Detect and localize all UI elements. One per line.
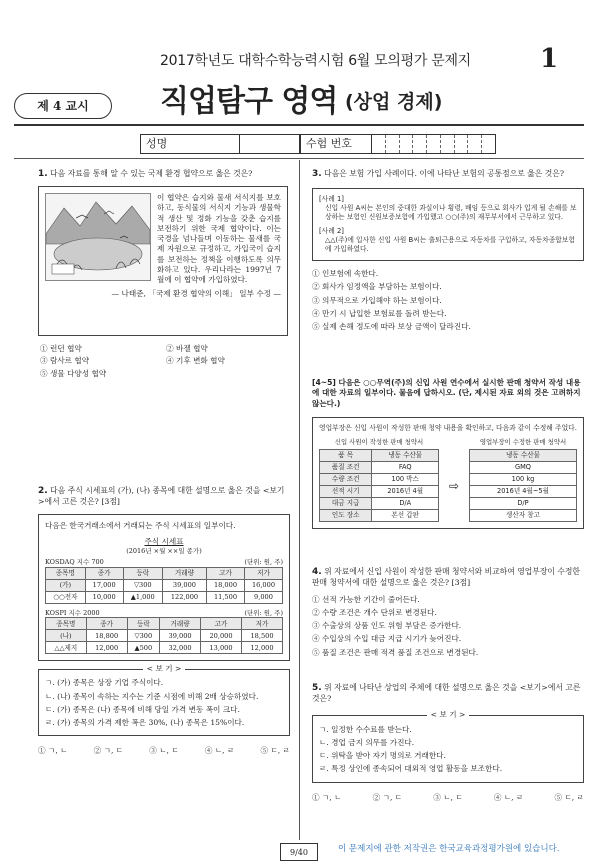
table-row [470, 473, 577, 485]
kosdaq-label: KOSDAQ 지수 700 [45, 557, 104, 566]
name-label: 성명 [140, 134, 240, 154]
bogi-item: ㄹ. (가) 종목의 가격 제한 폭은 30%, (나) 종목은 15%이다. [45, 718, 245, 728]
table-row [320, 497, 439, 509]
table-header: 냉동 수산물 [470, 449, 577, 461]
case2-text: △△(주)에 입사한 신입 사원 B씨는 출퇴근용으로 자동차를 구입하고, 자동차종합보험에 가입하였다. [325, 235, 575, 253]
choice-5[interactable]: ⑤ 생물 다양성 협약 [40, 368, 107, 378]
bogi-item: ㄷ. (가) 종목은 (나) 종목에 비해 당일 가격 변동 폭이 크다. [45, 704, 240, 714]
column-divider [299, 160, 300, 840]
copyright-notice: 이 문제지에 관한 저작권은 한국교육과정평가원에 있습니다. [338, 844, 560, 854]
choice-1[interactable]: ① ㄱ, ㄴ [38, 746, 68, 756]
table-cell: 인도 장소 [320, 509, 372, 521]
table-cell: 2016년 4월 [372, 485, 439, 497]
case1-text: 신입 사원 A씨는 본인의 중대한 과실이나 횡령, 배임 등으로 회사가 입게 될 손해를 보상하는 보험인 신원보증보험에 가입했고 ○○(주)의 재무부서에서 근무하고 있다. [325, 204, 577, 222]
question-number: 5. [312, 683, 322, 693]
choice-1[interactable]: ① ㄱ, ㄴ [312, 792, 342, 802]
bogi-title: < 보 기 > [143, 664, 186, 673]
q3-choices [312, 269, 584, 332]
table-cell: 100 kg [470, 473, 577, 485]
table-row [46, 579, 283, 591]
bogi-item: ㄴ. (나) 종목이 속하는 지수는 기준 시점에 비해 2배 상승하였다. [45, 691, 259, 701]
table-cell: ○○전자 [46, 591, 86, 603]
choice-3[interactable]: ③ 의무적으로 가입해야 하는 보험이다. [312, 295, 442, 305]
case1-title: [사례 1] [319, 195, 344, 204]
header-divider [14, 124, 584, 126]
bogi-item: ㄴ. 경업 금지 의무를 가진다. [319, 737, 415, 747]
table-row [46, 591, 283, 603]
question-prompt: 다음 주식 시세표의 (가), (나) 종목에 대한 설명으로 옳은 것을 <보기>에서 고른 것은? [3점] [38, 486, 285, 507]
right-table-title: 영업부장이 수정한 판매 청약서 [479, 437, 567, 446]
table-cell: 100 박스 [372, 473, 439, 485]
table-cell: 10,000 [85, 591, 123, 603]
left-table-title: 신입 사원이 작성한 판매 청약서 [334, 437, 424, 446]
table-cell: 18,500 [241, 630, 282, 642]
question-4 [312, 566, 584, 661]
choice-4[interactable]: ④ 기후 변화 협약 [166, 356, 225, 366]
table-row [320, 461, 439, 473]
subject-title: 직업탐구 영역 [160, 84, 338, 119]
original-offer-table [319, 449, 439, 522]
question-3 [312, 168, 584, 335]
table-cell: 2016년 4월~5월 [470, 485, 577, 497]
question-number: 1. [38, 169, 48, 179]
table-cell: ▲500 [127, 642, 159, 654]
table-cell: 18,800 [86, 630, 127, 642]
table-cell: 9,000 [244, 591, 282, 603]
table-cell: FAQ [372, 461, 439, 473]
table-cell: 13,000 [201, 642, 242, 654]
table-header: 등락 [123, 567, 162, 579]
question-prompt: 위 자료에 나타난 상업의 주체에 대한 설명으로 옳은 것을 <보기>에서 고른 것은? [312, 683, 581, 704]
choice-2[interactable]: ② 수량 조건은 개수 단위로 변경된다. [312, 607, 437, 617]
q2-choices [38, 746, 290, 756]
choice-5[interactable]: ⑤ 실제 손해 정도에 따라 보상 금액이 달라진다. [312, 322, 471, 332]
table-header: 저가 [244, 567, 282, 579]
revised-offer-table [469, 449, 577, 522]
question-prompt: 다음 자료를 통해 알 수 있는 국제 환경 협약으로 옳은 것은? [50, 169, 253, 178]
table-cell: △△제지 [46, 642, 87, 654]
table-cell: (가) [46, 579, 86, 591]
question-5 [312, 682, 584, 803]
question-2 [38, 485, 290, 757]
table-cell: 20,000 [201, 630, 242, 642]
table-cell: 대금 지급 [320, 497, 372, 509]
table-header: 등락 [127, 618, 159, 630]
table-row [46, 630, 283, 642]
bogi-item: ㄷ. 위탁을 받아 자기 명의로 거래한다. [319, 751, 446, 761]
table-cell: ▽300 [123, 579, 162, 591]
choice-2[interactable]: ② 바젤 협약 [166, 344, 208, 354]
choice-4[interactable]: ④ ㄴ, ㄹ [204, 746, 235, 756]
wetland-illustration-icon [45, 193, 151, 281]
footer-page-current: 9 [290, 848, 296, 857]
table-cell: GMQ [470, 461, 577, 473]
table-row [320, 509, 439, 521]
choice-4[interactable]: ④ 만기 시 납입한 보험료를 돌려 받는다. [312, 308, 447, 318]
table-cell: 39,000 [160, 630, 201, 642]
footer-page-total: 40 [297, 848, 308, 857]
table-cell: 선적 시기 [320, 485, 372, 497]
table-cell: ▽300 [127, 630, 159, 642]
table-cell: 본선 갑판 [372, 509, 439, 521]
question-number: 4. [312, 567, 322, 577]
question-prompt: 다음은 보험 가입 사례이다. 이에 나타난 보험의 공통점으로 옳은 것은? [324, 169, 565, 178]
choice-1[interactable]: ① 런던 협약 [40, 344, 82, 354]
q1-choices [38, 344, 288, 379]
table-row [46, 642, 283, 654]
table-cell: 수량 조건 [320, 473, 372, 485]
table-header: 거래량 [160, 618, 201, 630]
arrow-icon: ⇨ [448, 478, 460, 493]
table-cell: 16,000 [244, 579, 282, 591]
table-cell: 39,000 [162, 579, 206, 591]
choice-2[interactable]: ② ㄱ, ㄷ [372, 792, 403, 802]
name-field[interactable] [240, 134, 300, 154]
unit-label: (단위: 원, 주) [244, 557, 283, 566]
table-cell: (나) [46, 630, 87, 642]
choice-3[interactable]: ③ 람사르 협약 [40, 356, 90, 366]
subject-subtitle: (상업 경제) [345, 91, 443, 113]
choice-4[interactable]: ④ 수입상의 수입 대금 지급 시기가 늦어진다. [312, 634, 462, 644]
table-cell: D/P [470, 497, 577, 509]
stock-table-date: (2016년 ×월 ××일 종가) [126, 547, 202, 556]
q1-passage: 이 협약은 습지와 물새 서식지를 보호하고, 동식물의 서식지 기능과 생물학적 생산 및 정화 기능을 갖춘 습지를 보전하기 위한 국제 협약이다. 이는 국경을 넘나들며 이동하는 물새를 국제 자원으로 규정하고, 가입국이 습지를 보전하는 정책을 이행하도록 의무화하고 있다. 우리나라는 1997년 7월에 이 협약에 가입하였다. [157, 193, 281, 285]
exam-number-label: 수험 번호 [300, 134, 372, 154]
table-cell: 17,000 [85, 579, 123, 591]
question-1 [38, 168, 288, 379]
table-cell: ▲1,000 [123, 591, 162, 603]
table-cell: D/A [372, 497, 439, 509]
choice-3[interactable]: ③ ㄴ, ㄷ [433, 792, 463, 802]
q2-intro: 다음은 한국거래소에서 거래되는 주식 시세표의 일부이다. [45, 520, 236, 530]
q45-group [312, 378, 584, 529]
q45-intro: [4~5] 다음은 ○○무역(주)의 신입 사원 연수에서 실시한 판매 청약서 작성 내용에 대한 자료의 일부이다. 물음에 답하시오. (단, 제시된 자료 외의 것은 고려하지 않는다.) [312, 378, 581, 408]
stock-table-title: 주식 시세표 [144, 536, 184, 546]
choice-2[interactable]: ② ㄱ, ㄷ [93, 746, 124, 756]
choice-5[interactable]: ⑤ 품질 조건은 판매 적격 품질 조건으로 변경된다. [312, 647, 479, 657]
table-cell: 11,500 [207, 591, 245, 603]
table-cell: 122,000 [162, 591, 206, 603]
q45-box-intro: 영업부장은 신입 사원이 작성한 판매 청약 내용을 확인하고, 다음과 같이 수정해 주었다. [319, 423, 577, 432]
question-prompt: 위 자료에서 신입 사원이 작성한 판매 청약서와 비교하여 영업부장이 수정한 판매 청약서에 대한 설명으로 옳은 것은? [3점] [312, 567, 580, 588]
table-header: 고가 [201, 618, 242, 630]
footer-page-box: 9/40 [280, 843, 318, 861]
table-header: 냉동 수산물 [372, 449, 439, 461]
table-header: 종목명 [46, 567, 86, 579]
table-row [470, 485, 577, 497]
choice-5[interactable]: ⑤ ㄷ, ㄹ [554, 792, 584, 802]
table-cell: 12,000 [241, 642, 282, 654]
exam-title: 2017학년도 대학수학능력시험 6월 모의평가 문제지 [160, 53, 471, 69]
table-row [470, 497, 577, 509]
exam-number-field[interactable] [372, 134, 496, 154]
q2-bogi-box [38, 664, 290, 736]
header-bottom-divider [14, 158, 584, 159]
q45-box [312, 417, 584, 529]
kospi-table [45, 617, 283, 654]
table-header: 종목명 [46, 618, 87, 630]
table-header: 품 목 [320, 449, 372, 461]
choice-2[interactable]: ② 회사가 임정액을 부담하는 보험이다. [312, 282, 442, 292]
bogi-item: ㄹ. 특정 상인에 종속되어 대외적 영업 활동을 보조한다. [319, 764, 503, 774]
table-row [470, 509, 577, 521]
question-number: 2. [38, 486, 48, 496]
table-header: 종가 [86, 618, 127, 630]
name-row [140, 134, 496, 154]
page-number: 1 [540, 44, 559, 74]
q1-box [38, 186, 288, 336]
table-header: 고가 [207, 567, 245, 579]
table-cell: 32,000 [160, 642, 201, 654]
table-row [470, 461, 577, 473]
kosdaq-table [45, 567, 283, 604]
q4-choices [312, 595, 584, 658]
table-header: 저가 [241, 618, 282, 630]
choice-5[interactable]: ⑤ ㄷ, ㄹ [260, 746, 290, 756]
kospi-label: KOSPI 지수 2000 [45, 608, 100, 617]
choice-3[interactable]: ③ ㄴ, ㄷ [149, 746, 179, 756]
table-cell: 12,000 [86, 642, 127, 654]
question-number: 3. [312, 169, 322, 179]
choice-1[interactable]: ① 선적 가능한 기간이 줄어든다. [312, 594, 420, 604]
bogi-title: < 보 기 > [427, 710, 470, 719]
choice-4[interactable]: ④ ㄴ, ㄹ [493, 792, 524, 802]
bogi-item: ㄱ. 일정한 수수료를 받는다. [319, 724, 412, 734]
q3-case-box [312, 188, 584, 261]
table-header: 종가 [85, 567, 123, 579]
choice-1[interactable]: ① 인보험에 속한다. [312, 269, 379, 279]
q1-source: — 나태준, 「국제 환경 협약의 이해」 일부 수정 — [111, 289, 281, 299]
period-badge: 제 4 교시 [14, 93, 112, 119]
unit-label: (단위: 원, 주) [244, 608, 283, 617]
choice-3[interactable]: ③ 수출상의 상품 인도 위험 부담은 증가한다. [312, 621, 462, 631]
table-header: 거래량 [162, 567, 206, 579]
table-row [320, 485, 439, 497]
q5-choices [312, 793, 584, 803]
case2-title: [사례 2] [319, 226, 344, 235]
q5-bogi-box [312, 709, 584, 783]
bogi-item: ㄱ. (가) 종목은 상장 기업 주식이다. [45, 678, 164, 688]
q2-box [38, 514, 290, 662]
table-cell: 생산자 창고 [470, 509, 577, 521]
table-row [320, 473, 439, 485]
table-cell: 18,000 [207, 579, 245, 591]
table-cell: 품질 조건 [320, 461, 372, 473]
